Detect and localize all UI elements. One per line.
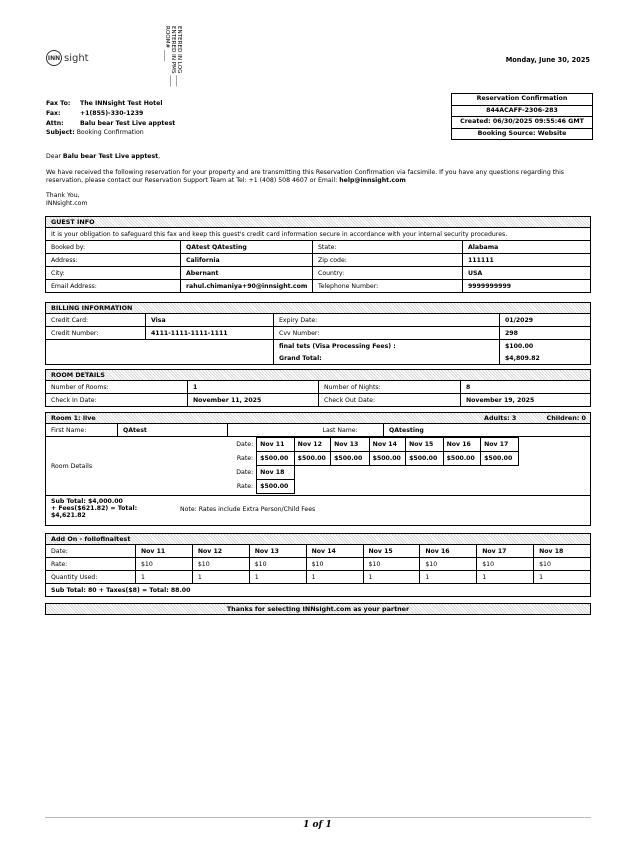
room-rate-cell: $500.00	[257, 480, 295, 494]
zip-value: 111111	[463, 254, 591, 267]
addon-qty-cell: 1	[306, 571, 363, 584]
addon-qty-cell: 1	[363, 571, 420, 584]
fax-header	[46, 99, 175, 138]
addon-section	[45, 533, 591, 597]
addon-date-cell: Nov 13	[249, 545, 306, 558]
addon-rate-cell: $10	[534, 558, 591, 571]
entry-stamp	[160, 26, 182, 94]
grand-total-label: Grand Total:	[274, 352, 500, 365]
subject-label: Subject:	[46, 129, 75, 137]
room-rates-row-2	[228, 480, 591, 494]
room1-total: $4,621.82	[51, 512, 86, 519]
addon-rates-row	[46, 558, 591, 571]
billing-header: BILLING INFORMATION	[46, 303, 591, 314]
logo-word: sight	[64, 52, 89, 64]
addon-rate-cell: $10	[192, 558, 249, 571]
innsight-logo	[46, 50, 89, 66]
country-value: USA	[463, 267, 591, 280]
addon-dates-row	[46, 545, 591, 558]
room-rate-cell: $500.00	[257, 452, 295, 466]
addon-subtotal: Sub Total: 80 + Taxes($8) = Total: 88.00	[46, 584, 591, 597]
confirmation-title: Reservation Confirmation	[452, 94, 592, 106]
addon-date-cell: Nov 11	[136, 545, 193, 558]
state-label: State:	[313, 241, 463, 254]
checkin-value: November 11, 2025	[188, 394, 319, 407]
greeting	[46, 153, 160, 160]
city-label: City:	[46, 267, 181, 280]
booked-by-value: QAtest QAtesting	[181, 241, 313, 254]
guest-info-header: GUEST INFO	[46, 217, 591, 228]
rooms-label: Number of Rooms:	[46, 381, 188, 394]
fax-number-label: Fax:	[46, 109, 61, 117]
addon-qty-row	[46, 571, 591, 584]
address-value: California	[181, 254, 313, 267]
addon-rate-cell: $10	[306, 558, 363, 571]
addon-rate-cell: $10	[249, 558, 306, 571]
first-name-label: First Name:	[46, 424, 118, 437]
addon-date-cell: Nov 12	[192, 545, 249, 558]
room-rate-cell: $500.00	[481, 452, 519, 466]
room1-note-text: Note: Rates include Extra Person/Child Fees	[180, 506, 316, 513]
subject-value: Booking Confirmation	[76, 129, 144, 137]
room-rate-cell: $500.00	[294, 452, 330, 466]
addon-date-cell: Nov 17	[477, 545, 534, 558]
fees-value: $100.00	[500, 340, 591, 353]
greeting-name: Balu bear Test Live apptest	[62, 153, 159, 160]
confirmation-box	[451, 93, 593, 140]
room1-children: Children: 0	[546, 414, 586, 422]
addon-date-cell: Nov 18	[534, 545, 591, 558]
room-rate-cell: $500.00	[369, 452, 405, 466]
page-number: 1 of 1	[303, 820, 332, 830]
address-label: Address:	[46, 254, 181, 267]
room1-title: Room 1: live	[51, 414, 96, 422]
last-name-value: QAtesting	[384, 424, 591, 437]
room-rates-row-1	[228, 452, 591, 466]
cvv-value: 298	[500, 327, 591, 340]
date-label: Date:	[236, 469, 254, 476]
room-date-cell: Nov 18	[257, 466, 295, 480]
message-paragraph	[46, 169, 591, 185]
room1-fees-total: + Fees($621.82) = Total:	[51, 505, 138, 512]
last-name-label: Last Name:	[318, 424, 384, 437]
addon-date-cell: Nov 14	[306, 545, 363, 558]
fax-to-label: Fax To:	[46, 100, 71, 107]
number-value: 4111-1111-1111-1111	[146, 327, 274, 340]
room-rate-cell: $500.00	[406, 452, 444, 466]
page-divider	[45, 817, 591, 818]
addon-qty-cell: 1	[534, 571, 591, 584]
signoff-line1: Thank You,	[46, 192, 80, 199]
country-label: Country:	[313, 267, 463, 280]
rate-label: Rate:	[236, 455, 254, 462]
confirmation-created: Created: 06/30/2025 09:55:46 GMT	[452, 117, 592, 129]
document-date: Monday, June 30, 2025	[505, 56, 590, 64]
addon-rate-label: Rate:	[46, 558, 136, 571]
logo-mark: INN	[46, 50, 62, 66]
room-date-cell: Nov 12	[294, 438, 330, 452]
room-date-cell: Nov 17	[481, 438, 519, 452]
email-value: rahul.chimaniya+90@innsight.com	[181, 280, 313, 293]
fax-number: +1(855)-330-1239	[79, 109, 144, 117]
room1-section	[45, 412, 591, 526]
room1-totals	[46, 496, 591, 526]
thanks-banner-wrap	[45, 603, 591, 615]
room1-adults: Adults: 3	[484, 414, 517, 422]
room-date-cell: Nov 11	[257, 438, 295, 452]
thanks-banner: Thanks for selecting INNsight.com as your partner	[46, 604, 591, 615]
addon-qty-cell: 1	[420, 571, 477, 584]
room1-note	[180, 506, 315, 513]
phone-label: Telephone Number:	[313, 280, 463, 293]
nights-value: 8	[461, 381, 591, 394]
addon-date-label: Date:	[46, 545, 136, 558]
room-details-section	[45, 369, 591, 407]
stamp-pms: ENTERED IN PMS ____	[170, 26, 176, 87]
addon-qty-cell: 1	[249, 571, 306, 584]
checkin-label: Check In Date:	[46, 394, 188, 407]
expiry-label: Expiry Date:	[274, 314, 500, 327]
greeting-prefix: Dear	[46, 153, 61, 160]
addon-qty-cell: 1	[136, 571, 193, 584]
greeting-suffix: ,	[158, 153, 161, 160]
state-value: Alabama	[463, 241, 591, 254]
fax-to: The INNsight Test Hotel	[79, 100, 163, 107]
addon-date-cell: Nov 16	[420, 545, 477, 558]
room-date-cell: Nov 16	[443, 438, 481, 452]
message-text: We have received the following reservation for your property and are transmitting this Reservation Confirmation via facsimile. If you have any questions regarding this reservation, please contact our Reservation Support Team at Tel: +1 (408) 508 4607 or Email:	[46, 169, 565, 184]
phone-value: 9999999999	[463, 280, 591, 293]
booked-by-label: Booked by:	[46, 241, 181, 254]
support-email[interactable]: help@innsight.com	[339, 176, 406, 184]
number-label: Credit Number:	[46, 327, 146, 340]
addon-qty-cell: 1	[477, 571, 534, 584]
room-details-header: ROOM DETAILS	[46, 370, 591, 381]
attn-label: Attn:	[46, 119, 64, 127]
grand-total-value: $4,809.82	[500, 352, 591, 365]
card-label: Credit Card:	[46, 314, 146, 327]
addon-qty-cell: 1	[192, 571, 249, 584]
rooms-value: 1	[188, 381, 319, 394]
room-rate-cell: $500.00	[443, 452, 481, 466]
addon-rate-cell: $10	[363, 558, 420, 571]
nights-label: Number of Nights:	[319, 381, 461, 394]
cvv-label: Cvv Number:	[274, 327, 500, 340]
card-value: Visa	[146, 314, 274, 327]
room-rate-grid	[228, 437, 591, 494]
addon-header: Add On - follofinaltest	[46, 534, 591, 545]
room-date-cell: Nov 13	[331, 438, 370, 452]
room-date-cell: Nov 14	[369, 438, 405, 452]
attn-value: Balu bear Test Live apptest	[79, 119, 176, 127]
room-date-cell: Nov 15	[406, 438, 444, 452]
room-dates-row-1	[228, 438, 591, 452]
email-label: Email Address:	[46, 280, 181, 293]
billing-section	[45, 302, 591, 365]
guest-info-section	[45, 216, 591, 293]
addon-qty-label: Quantity Used:	[46, 571, 136, 584]
checkout-label: Check Out Date:	[319, 394, 461, 407]
room1-subtotal: Sub Total: $4,000.00	[51, 498, 123, 505]
stamp-log: ENTERED IN LOG ____	[176, 26, 182, 87]
signoff	[46, 192, 87, 208]
signoff-line2: INNsight.com	[46, 199, 88, 207]
room-rate-cell: $500.00	[331, 452, 370, 466]
room1-header	[46, 413, 591, 424]
room-dates-row-2	[228, 466, 591, 480]
addon-rate-cell: $10	[420, 558, 477, 571]
expiry-value: 01/2029	[500, 314, 591, 327]
city-value: Abernant	[181, 267, 313, 280]
fees-label: final tets (Visa Processing Fees) :	[274, 340, 500, 353]
first-name-value: QAtest	[118, 424, 228, 437]
addon-date-cell: Nov 15	[363, 545, 420, 558]
stamp-room: ROOM# ____	[164, 26, 170, 62]
guest-notice: It is your obligation to safeguard this fax and keep this guest's credit card information secure in accordance with your internal security procedures.	[46, 228, 591, 241]
date-label: Date:	[236, 441, 254, 448]
confirmation-code: 844ACAFF-2306-283	[452, 106, 592, 118]
zip-label: Zip code:	[313, 254, 463, 267]
room-details-label: Room Details	[46, 437, 228, 496]
addon-rate-cell: $10	[136, 558, 193, 571]
confirmation-source: Booking Source: Website	[477, 129, 567, 137]
checkout-value: November 19, 2025	[461, 394, 591, 407]
rate-label: Rate:	[236, 483, 254, 490]
addon-rate-cell: $10	[477, 558, 534, 571]
